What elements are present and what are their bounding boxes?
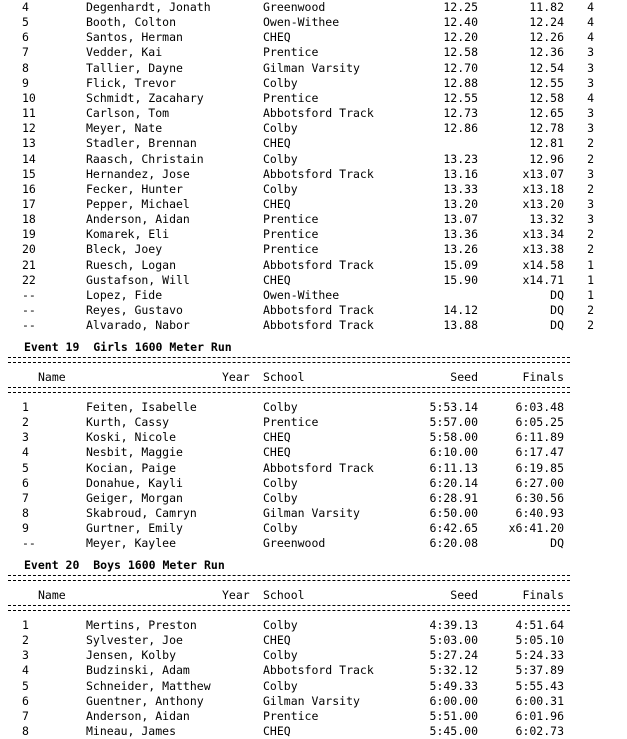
cell-final: x13.20 (522, 196, 564, 211)
table-row (0, 136, 627, 151)
header-name: Name (38, 588, 66, 602)
cell-name: Vedder, Kai (86, 45, 163, 60)
cell-final: 12.96 (529, 151, 564, 166)
cell-name: Reyes, Gustavo (86, 303, 183, 317)
cell-place: 3 (22, 648, 29, 663)
table-row (0, 521, 627, 536)
cell-name: Mineau, James (86, 724, 177, 739)
table-row (0, 15, 627, 30)
cell-school: Colby (263, 121, 298, 136)
cell-heat: 2 (587, 136, 594, 151)
cell-school: Abbotsford Track (263, 257, 374, 272)
cell-final: 4:51.64 (515, 618, 564, 632)
cell-final: 6:27.00 (515, 475, 564, 490)
cell-heat: 3 (587, 45, 594, 60)
cell-name: Degenhardt, Jonath (86, 0, 211, 14)
cell-final: x13.34 (522, 227, 564, 242)
cell-school: Prentice (263, 212, 319, 227)
cell-name: Alvarado, Nabor (86, 318, 190, 333)
cell-place: 5 (22, 678, 29, 693)
cell-name: Pepper, Michael (86, 196, 190, 211)
table-rule (8, 357, 570, 363)
cell-seed: 6:50.00 (429, 506, 478, 521)
header-school: School (263, 370, 305, 384)
cell-school: CHEQ (263, 430, 291, 445)
table-rule (8, 387, 570, 393)
cell-seed: 12.70 (443, 60, 478, 75)
cell-heat: 3 (587, 121, 594, 136)
cell-name: Mertins, Preston (86, 618, 197, 632)
cell-final: 6:17.47 (515, 445, 564, 460)
cell-heat: 4 (587, 0, 594, 14)
cell-place: 7 (22, 45, 29, 60)
cell-place: 14 (22, 151, 36, 166)
cell-name: Donahue, Kayli (86, 475, 183, 490)
cell-school: Abbotsford Track (263, 318, 374, 333)
cell-place: 2 (22, 633, 29, 648)
cell-place: 13 (22, 136, 36, 151)
event-20-title: Event 20 Boys 1600 Meter Run (24, 558, 225, 572)
cell-heat: 2 (587, 227, 594, 242)
table-row (0, 61, 627, 76)
cell-heat: 4 (587, 90, 594, 105)
cell-final: 6:03.48 (515, 400, 564, 414)
cell-final: 6:05.25 (515, 415, 564, 430)
table-row (0, 648, 627, 663)
cell-seed: 5:49.33 (429, 678, 478, 693)
cell-name: Koski, Nicole (86, 430, 177, 445)
cell-heat: 2 (587, 242, 594, 257)
header-seed: Seed (450, 588, 478, 602)
cell-heat: 3 (587, 212, 594, 227)
cell-name: Kocian, Paige (86, 460, 177, 475)
cell-place: 7 (22, 708, 29, 723)
cell-final: DQ (550, 318, 564, 333)
cell-place: 3 (22, 430, 29, 445)
cell-place: 10 (22, 90, 36, 105)
event-20-header (0, 588, 627, 603)
cell-name: Skabroud, Camryn (86, 506, 197, 521)
cell-seed: 5:58.00 (429, 430, 478, 445)
cell-school: CHEQ (263, 633, 291, 648)
cell-seed: 6:10.00 (429, 445, 478, 460)
cell-name: Gustafson, Will (86, 272, 190, 287)
cell-school: Abbotsford Track (263, 106, 374, 121)
cell-place: 19 (22, 227, 36, 242)
cell-name: Komarek, Eli (86, 227, 170, 242)
cell-seed: 12.73 (443, 106, 478, 121)
cell-heat: 3 (587, 196, 594, 211)
cell-seed: 13.20 (443, 196, 478, 211)
header-year: Year (222, 588, 250, 602)
cell-heat: 2 (587, 151, 594, 166)
table-row (0, 679, 627, 694)
table-rule (8, 575, 570, 581)
cell-place: 6 (22, 30, 29, 45)
cell-place: 4 (22, 445, 29, 460)
cell-name: Nesbit, Maggie (86, 445, 183, 460)
cell-school: Greenwood (263, 0, 326, 14)
cell-school: Abbotsford Track (263, 663, 374, 678)
cell-place: 5 (22, 460, 29, 475)
cell-heat: 2 (587, 303, 594, 317)
cell-school: Abbotsford Track (263, 460, 374, 475)
table-row (0, 303, 627, 318)
cell-seed: 5:53.14 (429, 400, 478, 414)
cell-name: Schneider, Matthew (86, 678, 211, 693)
cell-place: 9 (22, 75, 29, 90)
cell-seed: 13.16 (443, 166, 478, 181)
cell-final: DQ (550, 287, 564, 302)
cell-school: Colby (263, 400, 298, 414)
cell-final: 6:19.85 (515, 460, 564, 475)
cell-school: CHEQ (263, 196, 291, 211)
table-row (0, 288, 627, 303)
cell-heat: 3 (587, 166, 594, 181)
cell-place: 4 (22, 0, 29, 14)
cell-place: 2 (22, 415, 29, 430)
cell-final: 6:02.73 (515, 724, 564, 739)
cell-seed: 6:28.91 (429, 490, 478, 505)
cell-place: 4 (22, 663, 29, 678)
table-row (0, 0, 627, 15)
cell-school: Colby (263, 151, 298, 166)
cell-name: Hernandez, Jose (86, 166, 190, 181)
cell-name: Guentner, Anthony (86, 693, 204, 708)
table-row (0, 318, 627, 333)
cell-name: Anderson, Aidan (86, 212, 190, 227)
table-row (0, 709, 627, 724)
cell-seed: 5:03.00 (429, 633, 478, 648)
cell-place: 9 (22, 521, 29, 536)
cell-school: Gilman Varsity (263, 693, 360, 708)
cell-seed: 5:51.00 (429, 708, 478, 723)
cell-school: Colby (263, 521, 298, 536)
cell-final: x13.07 (522, 166, 564, 181)
cell-seed: 15.09 (443, 257, 478, 272)
cell-seed: 15.90 (443, 272, 478, 287)
table-row (0, 430, 627, 445)
table-row (0, 618, 627, 633)
cell-school: Abbotsford Track (263, 303, 374, 317)
table-row (0, 694, 627, 709)
table-rule (8, 605, 570, 611)
cell-place: 8 (22, 60, 29, 75)
cell-final: x14.71 (522, 272, 564, 287)
event-19-title: Event 19 Girls 1600 Meter Run (24, 340, 232, 354)
cell-final: 12.81 (529, 136, 564, 151)
table-row (0, 242, 627, 257)
cell-heat: 1 (587, 257, 594, 272)
table-row (0, 476, 627, 491)
cell-final: 12.24 (529, 15, 564, 30)
cell-heat: 3 (587, 75, 594, 90)
cell-name: Meyer, Kaylee (86, 536, 177, 551)
header-finals: Finals (522, 588, 564, 602)
table-row (0, 536, 627, 551)
cell-school: Colby (263, 678, 298, 693)
table-row (0, 212, 627, 227)
table-row (0, 461, 627, 476)
cell-school: CHEQ (263, 136, 291, 151)
cell-seed: 12.86 (443, 121, 478, 136)
cell-seed: 6:20.08 (429, 536, 478, 551)
cell-name: Meyer, Nate (86, 121, 163, 136)
cell-place: 6 (22, 693, 29, 708)
cell-heat: 1 (587, 272, 594, 287)
cell-name: Stadler, Brennan (86, 136, 197, 151)
cell-place: 5 (22, 15, 29, 30)
table-row (0, 76, 627, 91)
cell-name: Gurtner, Emily (86, 521, 183, 536)
cell-place: 1 (22, 618, 29, 632)
table-row (0, 121, 627, 136)
cell-name: Schmidt, Zacahary (86, 90, 204, 105)
cell-seed: 12.88 (443, 75, 478, 90)
cell-place: 8 (22, 724, 29, 739)
cell-final: 12.55 (529, 75, 564, 90)
cell-place: 18 (22, 212, 36, 227)
cell-seed: 13.07 (443, 212, 478, 227)
cell-final: x6:41.20 (508, 521, 564, 536)
header-name: Name (38, 370, 66, 384)
cell-heat: 4 (587, 30, 594, 45)
cell-final: 12.26 (529, 30, 564, 45)
cell-seed: 5:45.00 (429, 724, 478, 739)
table-row (0, 491, 627, 506)
cell-name: Feiten, Isabelle (86, 400, 197, 414)
cell-school: Abbotsford Track (263, 166, 374, 181)
cell-school: Colby (263, 648, 298, 663)
cell-school: Colby (263, 181, 298, 196)
cell-seed: 12.55 (443, 90, 478, 105)
header-finals: Finals (522, 370, 564, 384)
table-row (0, 91, 627, 106)
cell-school: CHEQ (263, 272, 291, 287)
cell-school: Prentice (263, 415, 319, 430)
table-row (0, 663, 627, 678)
cell-name: Budzinski, Adam (86, 663, 190, 678)
cell-seed: 4:39.13 (429, 618, 478, 632)
event-19-header (0, 370, 627, 385)
cell-seed: 13.36 (443, 227, 478, 242)
cell-place: 7 (22, 490, 29, 505)
cell-seed: 12.20 (443, 30, 478, 45)
cell-name: Tallier, Dayne (86, 60, 183, 75)
cell-heat: 3 (587, 60, 594, 75)
table-row (0, 30, 627, 45)
cell-name: Anderson, Aidan (86, 708, 190, 723)
cell-name: Sylvester, Joe (86, 633, 183, 648)
cell-place: -- (22, 303, 36, 317)
cell-place: 8 (22, 506, 29, 521)
header-year: Year (222, 370, 250, 384)
cell-final: 12.58 (529, 90, 564, 105)
cell-name: Flick, Trevor (86, 75, 177, 90)
table-row (0, 106, 627, 121)
cell-seed: 12.40 (443, 15, 478, 30)
cell-seed: 12.58 (443, 45, 478, 60)
cell-heat: 3 (587, 106, 594, 121)
cell-heat: 1 (587, 287, 594, 302)
cell-name: Kurth, Cassy (86, 415, 170, 430)
cell-seed: 6:00.00 (429, 693, 478, 708)
table-row (0, 724, 627, 739)
cell-final: 11.82 (529, 0, 564, 14)
cell-final: x13.18 (522, 181, 564, 196)
cell-final: 6:00.31 (515, 693, 564, 708)
cell-school: Colby (263, 75, 298, 90)
cell-seed: 5:32.12 (429, 663, 478, 678)
table-row (0, 415, 627, 430)
cell-name: Jensen, Kolby (86, 648, 177, 663)
cell-place: -- (22, 287, 36, 302)
cell-school: Owen-Withee (263, 287, 340, 302)
cell-final: 5:05.10 (515, 633, 564, 648)
cell-school: Prentice (263, 242, 319, 257)
cell-place: -- (22, 536, 36, 551)
cell-final: 6:40.93 (515, 506, 564, 521)
cell-final: 6:11.89 (515, 430, 564, 445)
cell-place: 12 (22, 121, 36, 136)
cell-final: x13.38 (522, 242, 564, 257)
table-row (0, 152, 627, 167)
table-row (0, 400, 627, 415)
cell-place: 22 (22, 272, 36, 287)
cell-seed: 6:20.14 (429, 475, 478, 490)
cell-seed: 13.33 (443, 181, 478, 196)
cell-school: Prentice (263, 90, 319, 105)
header-school: School (263, 588, 305, 602)
cell-final: 12.54 (529, 60, 564, 75)
cell-school: Prentice (263, 45, 319, 60)
cell-final: 12.65 (529, 106, 564, 121)
cell-school: CHEQ (263, 30, 291, 45)
cell-name: Lopez, Fide (86, 287, 163, 302)
cell-final: 5:55.43 (515, 678, 564, 693)
table-row (0, 182, 627, 197)
cell-heat: 2 (587, 318, 594, 333)
table-row (0, 197, 627, 212)
cell-place: 16 (22, 181, 36, 196)
cell-seed: 12.25 (443, 0, 478, 14)
table-row (0, 227, 627, 242)
table-row (0, 258, 627, 273)
cell-school: Gilman Varsity (263, 506, 360, 521)
cell-heat: 2 (587, 181, 594, 196)
cell-name: Geiger, Morgan (86, 490, 183, 505)
table-row (0, 273, 627, 288)
cell-place: 17 (22, 196, 36, 211)
cell-school: Colby (263, 490, 298, 505)
cell-name: Bleck, Joey (86, 242, 163, 257)
cell-seed: 13.88 (443, 318, 478, 333)
cell-place: 15 (22, 166, 36, 181)
cell-final: 12.78 (529, 121, 564, 136)
cell-school: CHEQ (263, 445, 291, 460)
cell-school: Colby (263, 618, 298, 632)
cell-final: 5:37.89 (515, 663, 564, 678)
cell-seed: 14.12 (443, 303, 478, 317)
cell-final: DQ (550, 536, 564, 551)
cell-seed: 6:42.65 (429, 521, 478, 536)
cell-final: 12.36 (529, 45, 564, 60)
header-seed: Seed (450, 370, 478, 384)
cell-school: Owen-Withee (263, 15, 340, 30)
cell-final: 6:30.56 (515, 490, 564, 505)
cell-name: Raasch, Christain (86, 151, 204, 166)
cell-name: Santos, Herman (86, 30, 183, 45)
cell-name: Ruesch, Logan (86, 257, 177, 272)
cell-seed: 5:27.24 (429, 648, 478, 663)
cell-place: 21 (22, 257, 36, 272)
table-row (0, 506, 627, 521)
cell-name: Carlson, Tom (86, 106, 170, 121)
table-row (0, 445, 627, 460)
cell-school: Greenwood (263, 536, 326, 551)
cell-final: DQ (550, 303, 564, 317)
table-row (0, 167, 627, 182)
cell-seed: 6:11.13 (429, 460, 478, 475)
table-row (0, 633, 627, 648)
cell-place: 6 (22, 475, 29, 490)
cell-school: Prentice (263, 227, 319, 242)
cell-seed: 5:57.00 (429, 415, 478, 430)
cell-seed: 13.23 (443, 151, 478, 166)
cell-school: CHEQ (263, 724, 291, 739)
cell-heat: 4 (587, 15, 594, 30)
cell-school: Colby (263, 475, 298, 490)
cell-final: 13.32 (529, 212, 564, 227)
cell-place: -- (22, 318, 36, 333)
cell-place: 11 (22, 106, 36, 121)
cell-name: Booth, Colton (86, 15, 177, 30)
cell-school: Gilman Varsity (263, 60, 360, 75)
cell-place: 1 (22, 400, 29, 414)
cell-final: 6:01.96 (515, 708, 564, 723)
cell-final: 5:24.33 (515, 648, 564, 663)
cell-seed: 13.26 (443, 242, 478, 257)
cell-place: 20 (22, 242, 36, 257)
cell-name: Fecker, Hunter (86, 181, 183, 196)
table-row (0, 45, 627, 60)
cell-school: Prentice (263, 708, 319, 723)
cell-final: x14.58 (522, 257, 564, 272)
